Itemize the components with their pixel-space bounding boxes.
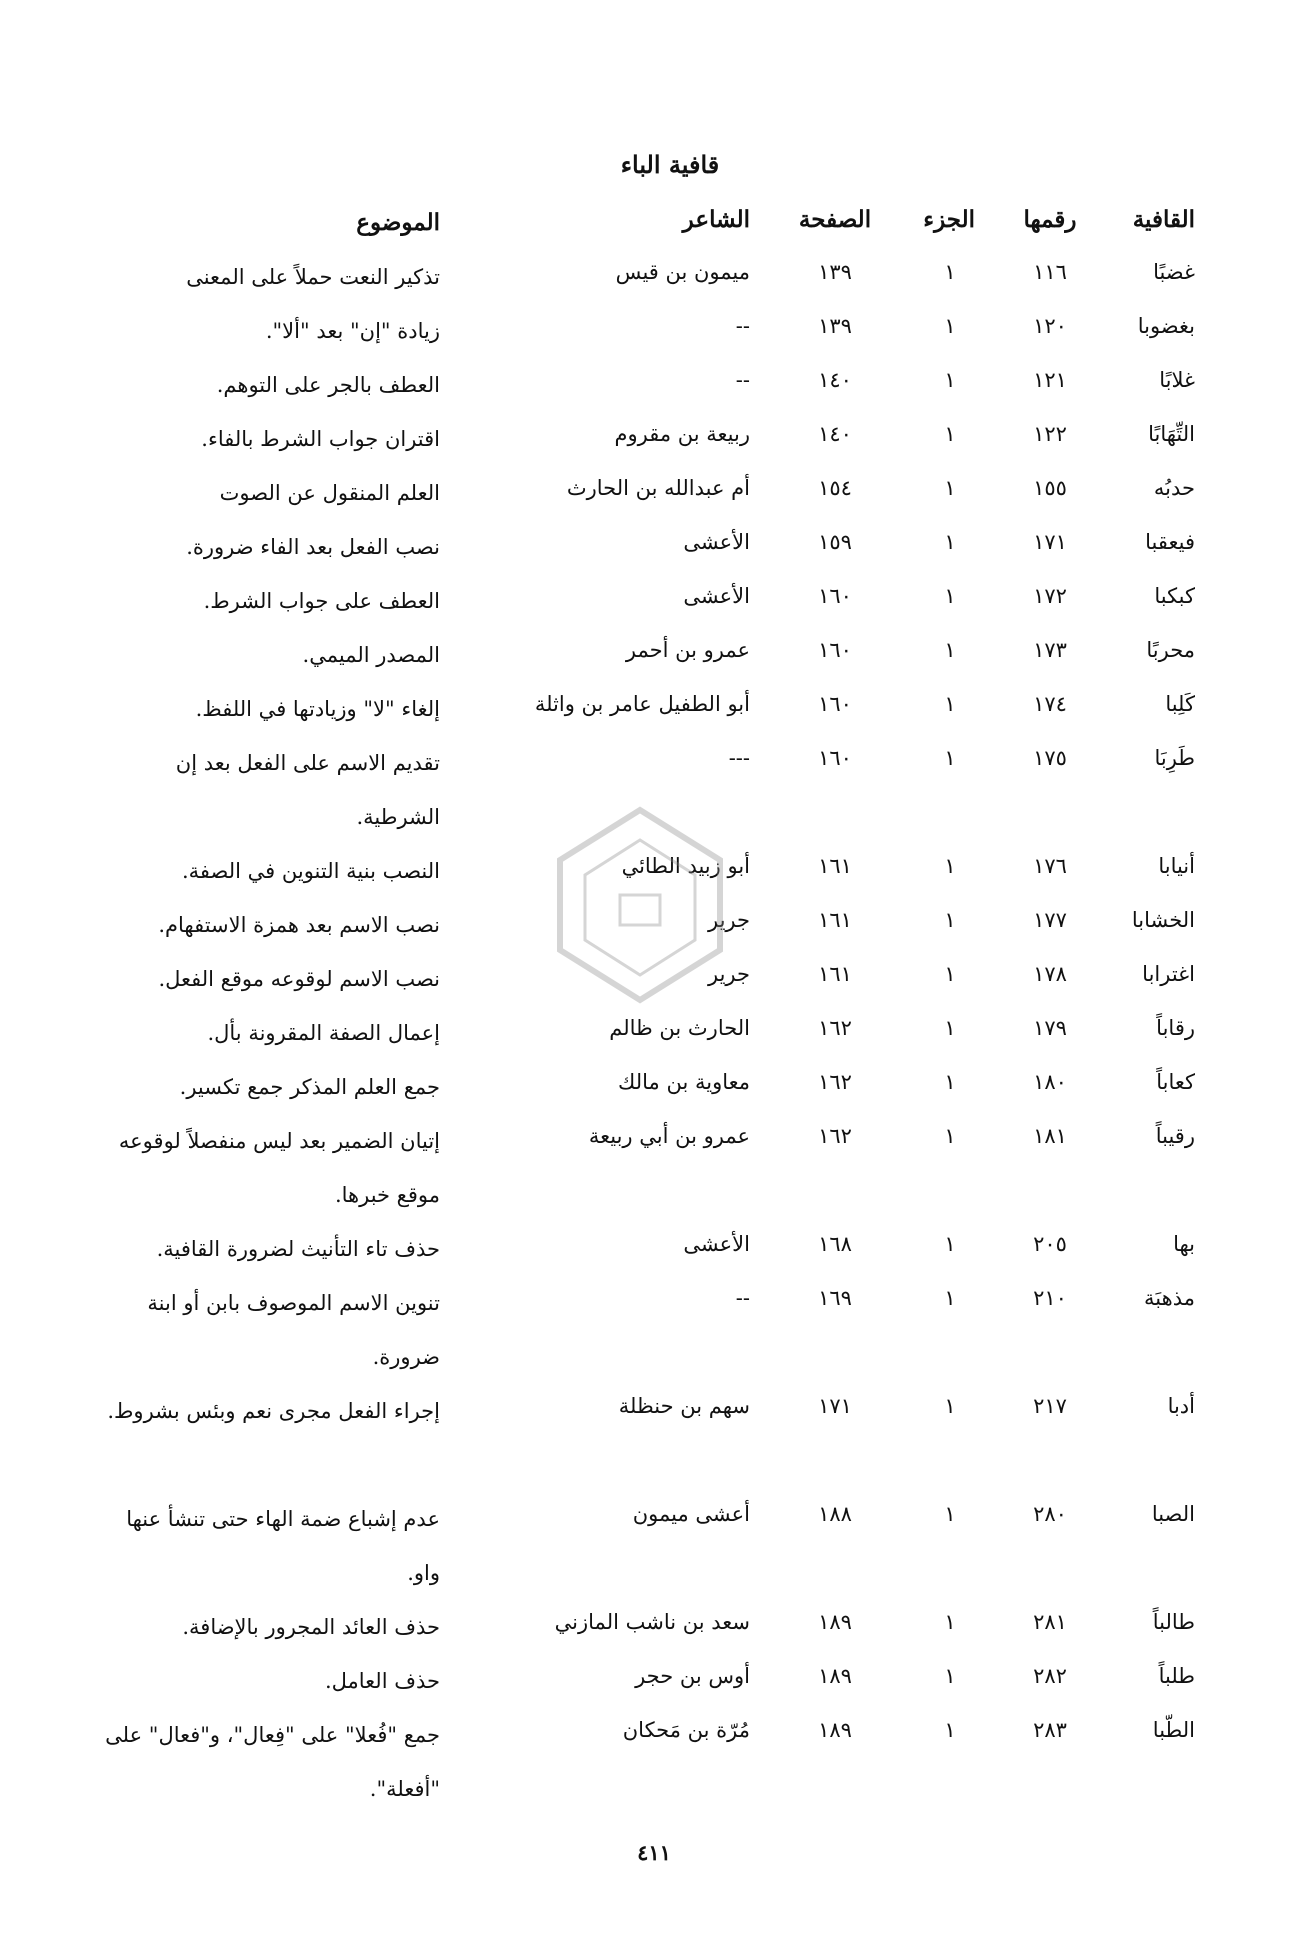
row-qafiya: رقيباً <box>1155 1124 1195 1148</box>
row-qafiya: طَرِبَا <box>1154 746 1195 770</box>
row-juz: ١ <box>944 1124 956 1148</box>
row-page: ١٦٠ <box>818 584 852 608</box>
row-qafiya: الخشابا <box>1131 908 1195 932</box>
row-topic: العطف على جواب الشرط. <box>203 589 440 613</box>
row-page: ١٤٠ <box>818 368 852 392</box>
row-page: ١٣٩ <box>818 260 852 284</box>
row-topic: العلم المنقول عن الصوت <box>219 481 440 505</box>
row-juz: ١ <box>944 476 956 500</box>
row-page: ١٦٩ <box>818 1286 852 1310</box>
header-topic: الموضوع <box>356 209 440 236</box>
row-raqm: ١٢١ <box>1033 368 1067 392</box>
row-raqm: ١٧٢ <box>1033 584 1067 608</box>
row-raqm: ٢٠٥ <box>1033 1232 1067 1256</box>
row-qafiya: بها <box>1173 1232 1195 1256</box>
header-raqm: رقمها <box>1023 206 1077 233</box>
row-poet: الأعشى <box>683 530 750 554</box>
row-topic: إجراء الفعل مجرى نعم وبئس بشروط. <box>107 1399 440 1423</box>
row-juz: ١ <box>944 1016 956 1040</box>
row-qafiya: طالباً <box>1152 1610 1195 1634</box>
row-poet: عمرو بن أبي ربيعة <box>588 1124 750 1148</box>
row-page: ١٧١ <box>818 1394 852 1418</box>
row-qafiya: كعاباً <box>1156 1070 1195 1094</box>
table-row <box>0 628 1308 682</box>
row-topic: اقتران جواب الشرط بالفاء. <box>201 427 440 451</box>
row-qafiya: رقاباً <box>1156 1016 1195 1040</box>
table-row <box>0 520 1308 574</box>
row-poet: جرير <box>708 908 750 932</box>
row-poet: سهم بن حنظلة <box>618 1394 750 1418</box>
row-juz: ١ <box>944 260 956 284</box>
row-juz: ١ <box>944 530 956 554</box>
row-raqm: ١٢٢ <box>1033 422 1067 446</box>
row-poet: ربيعة بن مقروم <box>614 422 750 446</box>
row-qafiya: محربًا <box>1146 638 1195 662</box>
row-topic: جمع العلم المذكر جمع تكسير. <box>179 1075 440 1099</box>
row-juz: ١ <box>944 1286 956 1310</box>
row-raqm: ٢٨٢ <box>1033 1664 1067 1688</box>
row-poet: --- <box>728 746 750 770</box>
table-row <box>0 250 1308 304</box>
row-qafiya: غلابًا <box>1159 368 1195 392</box>
row-topic: إعمال الصفة المقرونة بأل. <box>207 1021 440 1045</box>
row-topic: حذف العائد المجرور بالإضافة. <box>182 1615 440 1639</box>
row-poet: أبو الطفيل عامر بن واثلة <box>534 692 750 716</box>
row-topic: حذف تاء التأنيث لضرورة القافية. <box>156 1237 440 1261</box>
row-raqm: ٢٨٠ <box>1033 1502 1067 1526</box>
row-poet: أعشى ميمون <box>632 1502 750 1526</box>
row-topic: تنوين الاسم الموصوف بابن أو ابنة ضرورة. <box>147 1291 440 1369</box>
row-raqm: ١٧٥ <box>1033 746 1067 770</box>
row-juz: ١ <box>944 422 956 446</box>
row-juz: ١ <box>944 1070 956 1094</box>
row-topic: نصب الفعل بعد الفاء ضرورة. <box>186 535 440 559</box>
table-row <box>0 1276 1308 1369</box>
row-juz: ١ <box>944 1610 956 1634</box>
row-poet: -- <box>735 314 750 338</box>
row-raqm: ١٧٦ <box>1033 854 1067 878</box>
row-page: ١٥٤ <box>818 476 852 500</box>
row-juz: ١ <box>944 746 956 770</box>
table-row <box>0 682 1308 736</box>
row-page: ١٨٨ <box>818 1502 852 1526</box>
row-qafiya: الصبا <box>1151 1502 1195 1526</box>
row-juz: ١ <box>944 908 956 932</box>
row-qafiya: اغترابا <box>1142 962 1195 986</box>
row-juz: ١ <box>944 1718 956 1742</box>
row-qafiya: كَلِبا <box>1165 692 1195 716</box>
row-topic: تذكير النعت حملاً على المعنى <box>186 265 440 289</box>
row-raqm: ٢١٧ <box>1033 1394 1067 1418</box>
watermark-logo <box>480 800 800 1050</box>
row-qafiya: فيعقبا <box>1145 530 1195 554</box>
row-poet: سعد بن ناشب المازني <box>554 1610 750 1634</box>
row-juz: ١ <box>944 314 956 338</box>
row-qafiya: بغضوبا <box>1137 314 1195 338</box>
row-raqm: ١٧٧ <box>1033 908 1067 932</box>
row-poet: معاوية بن مالك <box>618 1070 750 1094</box>
row-poet: -- <box>735 1286 750 1310</box>
table-row <box>0 1222 1308 1276</box>
row-page: ١٦٠ <box>818 746 852 770</box>
row-raqm: ١٥٥ <box>1033 476 1067 500</box>
row-page: ١٦٢ <box>818 1070 852 1094</box>
row-poet: أوس بن حجر <box>635 1664 750 1688</box>
row-raqm: ١٧١ <box>1033 530 1067 554</box>
table-row <box>0 1060 1308 1114</box>
row-poet: عمرو بن أحمر <box>625 638 750 662</box>
table-row <box>0 358 1308 412</box>
row-page: ١٨٩ <box>818 1664 852 1688</box>
table-row <box>0 304 1308 358</box>
row-qafiya: الطّبا <box>1152 1718 1195 1742</box>
header-juz: الجزء <box>923 206 975 233</box>
row-raqm: ١٧٩ <box>1033 1016 1067 1040</box>
row-raqm: ١٧٤ <box>1033 692 1067 716</box>
table-row <box>0 412 1308 466</box>
row-raqm: ١٨٠ <box>1033 1070 1067 1094</box>
row-juz: ١ <box>944 1664 956 1688</box>
row-qafiya: كبكبا <box>1154 584 1195 608</box>
table-row <box>0 736 1308 829</box>
row-qafiya: حدبُه <box>1153 476 1195 500</box>
header-poet: الشاعر <box>682 206 750 233</box>
row-topic: زيادة "إن" بعد "ألا". <box>265 319 440 343</box>
row-raqm: ٢٨٣ <box>1033 1718 1067 1742</box>
row-poet: الأعشى <box>683 1232 750 1256</box>
row-page: ١٦١ <box>818 962 852 986</box>
row-topic: نصب الاسم لوقوعه موقع الفعل. <box>158 967 440 991</box>
row-juz: ١ <box>944 692 956 716</box>
row-page: ١٦٠ <box>818 692 852 716</box>
row-page: ١٦٨ <box>818 1232 852 1256</box>
page-number: ٤١١ <box>637 1840 671 1865</box>
row-page: ١٦٢ <box>818 1016 852 1040</box>
table-row <box>0 1114 1308 1207</box>
row-juz: ١ <box>944 368 956 392</box>
row-juz: ١ <box>944 584 956 608</box>
row-page: ١٦١ <box>818 854 852 878</box>
table-row <box>0 1708 1308 1801</box>
row-raqm: ٢٨١ <box>1033 1610 1067 1634</box>
row-page: ١٦٢ <box>818 1124 852 1148</box>
row-topic: العطف بالجر على التوهم. <box>216 373 440 397</box>
table-row <box>0 1384 1308 1438</box>
row-topic: إلغاء "لا" وزيادتها في اللفظ. <box>195 697 440 721</box>
row-juz: ١ <box>944 962 956 986</box>
row-qafiya: أدبا <box>1167 1394 1195 1418</box>
header-qafiya: القافية <box>1132 206 1195 233</box>
row-topic: تقديم الاسم على الفعل بعد إن الشرطية. <box>175 751 440 829</box>
row-juz: ١ <box>944 1232 956 1256</box>
row-raqm: ١٧٨ <box>1033 962 1067 986</box>
row-poet: جرير <box>708 962 750 986</box>
row-topic: عدم إشباع ضمة الهاء حتى تنشأ عنها واو. <box>126 1507 440 1585</box>
row-topic: حذف العامل. <box>324 1669 440 1693</box>
row-poet: الحارث بن ظالم <box>609 1016 750 1040</box>
row-topic: النصب بنية التنوين في الصفة. <box>181 859 440 883</box>
row-page: ١٦١ <box>818 908 852 932</box>
table-row <box>0 466 1308 520</box>
table-row <box>0 1654 1308 1708</box>
row-raqm: ١١٦ <box>1033 260 1067 284</box>
row-raqm: ١٧٣ <box>1033 638 1067 662</box>
row-page: ١٣٩ <box>818 314 852 338</box>
row-qafiya: التِّهَابًا <box>1148 422 1195 446</box>
row-qafiya: غضبًا <box>1153 260 1195 284</box>
row-page: ١٨٩ <box>818 1610 852 1634</box>
row-page: ١٦٠ <box>818 638 852 662</box>
row-raqm: ١٨١ <box>1033 1124 1067 1148</box>
header-page: الصفحة <box>798 206 872 233</box>
row-poet: أم عبدالله بن الحارث <box>566 476 750 500</box>
row-topic: المصدر الميمي. <box>302 643 440 667</box>
row-raqm: ١٢٠ <box>1033 314 1067 338</box>
table-row <box>0 1600 1308 1654</box>
row-juz: ١ <box>944 1394 956 1418</box>
row-poet: -- <box>735 368 750 392</box>
row-qafiya: طلباً <box>1158 1664 1195 1688</box>
row-poet: مُرّة بن مَحكان <box>622 1718 750 1742</box>
section-title: قافية الباء <box>620 150 720 179</box>
row-poet: الأعشى <box>683 584 750 608</box>
row-raqm: ٢١٠ <box>1033 1286 1067 1310</box>
row-juz: ١ <box>944 854 956 878</box>
row-poet: ميمون بن قيس <box>615 260 750 284</box>
row-topic: نصب الاسم بعد همزة الاستفهام. <box>158 913 440 937</box>
table-row <box>0 574 1308 628</box>
row-qafiya: مذهبَة <box>1144 1286 1195 1310</box>
row-page: ١٤٠ <box>818 422 852 446</box>
row-topic: جمع "فُعلا" على "فِعال"، و"فعال" على "أفعلة". <box>105 1723 440 1801</box>
row-page: ١٨٩ <box>818 1718 852 1742</box>
table-row <box>0 1492 1308 1585</box>
row-topic: إتيان الضمير بعد ليس منفصلاً لوقوعه موقع خبرها. <box>118 1129 440 1207</box>
row-page: ١٥٩ <box>818 530 852 554</box>
row-poet: أبو زبيد الطائي <box>621 854 750 878</box>
row-qafiya: أنيابا <box>1158 854 1195 878</box>
row-juz: ١ <box>944 1502 956 1526</box>
row-juz: ١ <box>944 638 956 662</box>
